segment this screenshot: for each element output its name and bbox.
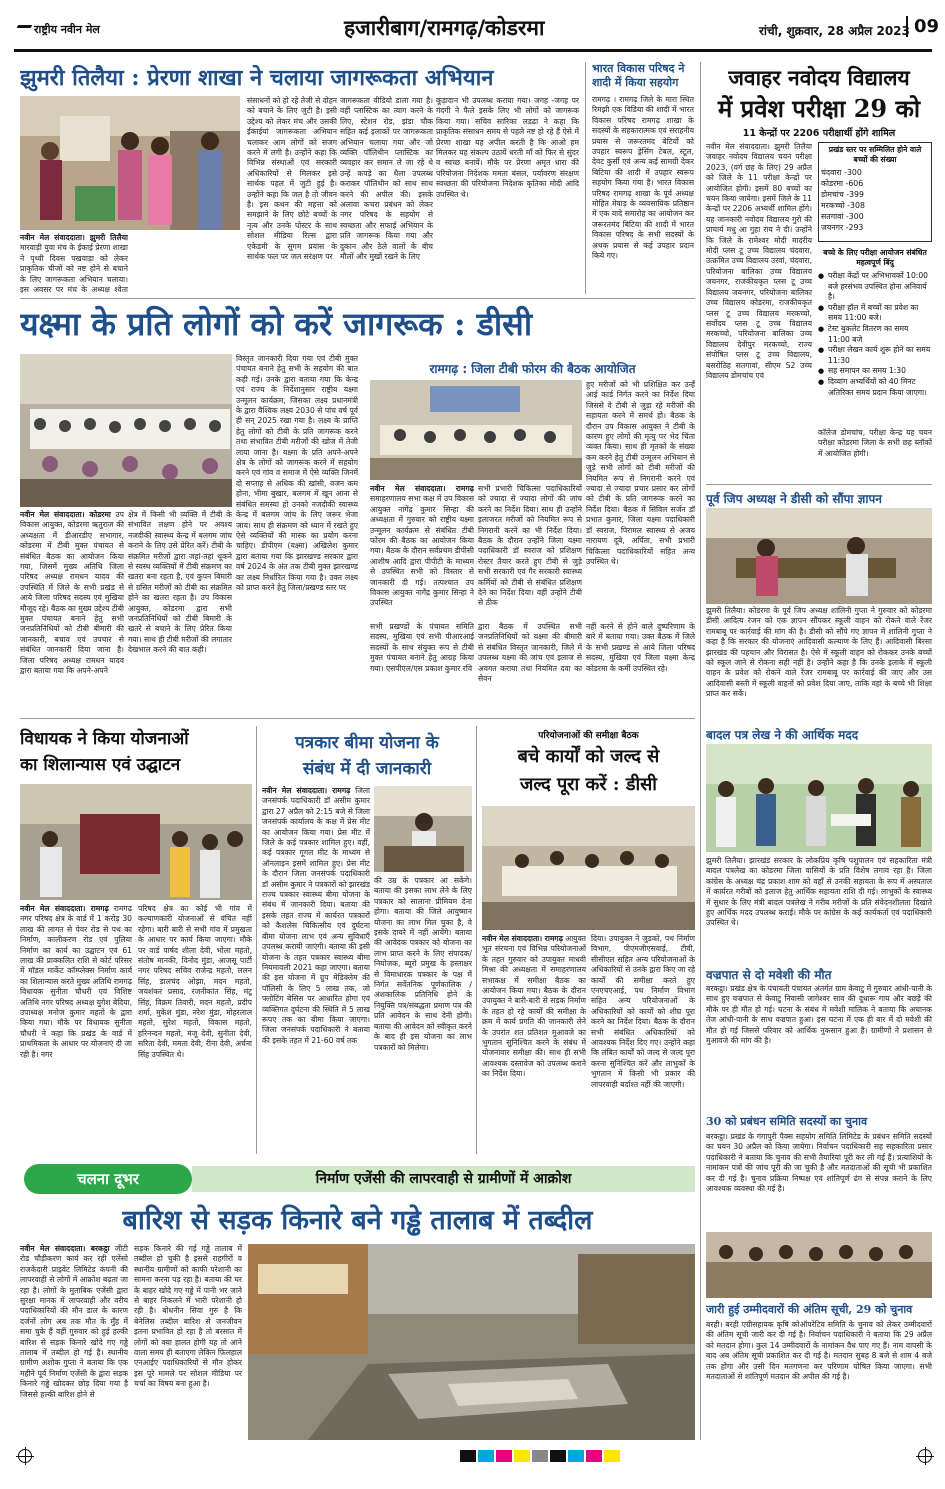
story-text-col: जागरूकता वीडियो डाला गया है। वहीं प्लास्टिक का त्याग करने के लिए, स्टेशन रोड, झंडा चौक सहित कई इलाकों पर जागरूकता अभियान चलाया गया और जो व्यक्ति पॉलिथीन प्लास्टिक का व्यवहार कर समान ले जा रहे थे उन्हें कपड़े का थैला उपलब्ध कराकर पॉलिथीन को साथ साथ करने की अपील की। इसके अलावा कचरा प्रबंधन को लेकर नगर परिषद के सहयोग से स्वच्छता और सफाई अभियान के प्रति जागरूक किया गया और दुकान और ठेले वालों के बीच मौलों और मुखों रखने के लिए [340, 96, 433, 262]
story-text: आयुक्त भूत संरचना एवं विभिन्न परियोजनाओं के तहत गुरुवार को उपायुक्त माधवी मिश्रा की अध्यक्षता में समाहरणालय सभाकक्ष में समीक्षा बैठक का आयोजन किया गया। बैठक के दौरान उपायुक्त ने बारी-बारी से सड़क निर्माण के तहत हो रहे कार्यों की समीक्षा के क्रम में कार्य प्रगति की जानकारी लेने के उपरांत शत प्रतिशत मुआवजे का भुगतान सुनिश्चित करने के संबंध में योजनावार समीक्षा की। साथ ही सभी आवश्यक दस्तावेज को उपलब्ध कराने का निर्देश दिया। [482, 934, 586, 1079]
list-item: ● परीक्षा हॉल में बच्चों का प्रवेश का समय 11:00 बजे। [818, 303, 932, 324]
issue-date: रांची, शुक्रवार, 28 अप्रैल 2023 [759, 24, 910, 38]
story-text-col: दिया। उपायुक्त ने जुडको, पथ निर्माण विभाग, पीएमजीएसवाई, टीवी, सीसीएल सहित अन्य परियोजनाओं के अधिकारियों से उनके द्वारा किए जा रहे कार्यों की समीक्षा करते हुए एनएचएआई, पथ निर्माण विभाग सहित अन्य परियोजनाओं के अधिकारियों को कार्यों को शीघ्र पूरा करने का निर्देश दिया। बैठक के दौरान सभी संबंधित अधिकारियों को आवश्यक निर्देश दिए गए। उन्होंने कहा कि लंबित कार्यों को जल्द से जल्द पूरा करना सुनिश्चित करें और लाभुकों के भुगतान में किसी भी प्रकार की लापरवाही बर्दाश्त नहीं की जाएगी। [591, 934, 695, 1089]
story-text-col: की उम्र के पत्रकार आ सकेंगे। बताया की इसका लाभ लेने के लिए पत्रकार को सालाना प्रीमियम देना होगा। बताया की जिले आयुष्मान योजना का लाभ मिल चुका है, वे इसके दायरे में नहीं आयेंगे। बताया की आवेदक पत्रकार को योजना का लाभ प्राप्त करने के लिए संपादक/नियोजक, ब्यूरो प्रमुख के हस्ताक्षर से विमाधारक पत्रकार के पक्ष में निर्गत सर्वेतनिक पूर्णकालिक /अंशकालिक प्रतिनिधि होने के नियुक्ति पत्र/संबद्धता प्रमाण पत्र की प्रति आवेदन के साथ देनी होगी। बताया की आवेदन को स्वीकृत करने के बाद ही इस योजना का लाभ पत्रकारों को मिलेगा। [374, 876, 472, 1052]
list-item: ● परीक्षा लेखन कार्य शुरू होने का समय 11:30 [818, 345, 932, 366]
press-meet-photo-art [374, 786, 472, 872]
kicker-pill: चलना दूभर [24, 1164, 192, 1194]
story-text-col: क्षेत्र में किसी भी व्यक्ति में टीबी के संभावित लक्षण होने पर अवश्य नजदीकी स्वास्थ्य केन्द्र में बलगम जांच कराने के लिए उसे प्रेरित करें। टीबी के संक्रमित मरीजों द्वारा जहां-तहां थूकने से स्वस्थ व्यक्तियों में टीबी संक्रमण का खतरा बना रहता है, एवं कुपन बिमारी से ग्रसित मरीजों को टीबी का संक्रमित होने का खतरा रहता है। उप विकास आयुक्त, कोडरमा द्वारा सभी जनप्रतिनिधियों को टीबी बिमारी के खतरे से बचाने के लिए प्रेरित किया गया। साथ ही टीबी मरीजों की लगातार देखभाल करने की बात कही। [128, 510, 232, 655]
byline: नवीन मेल संवाददाता। रामगढ़ [482, 934, 563, 943]
inauguration-photo [20, 784, 252, 900]
aid-photo [706, 744, 932, 852]
list-item: ● टेस्ट बुकलेट वितरण का समय 11:00 बजे [818, 324, 932, 345]
registration-mark-icon [918, 1449, 932, 1463]
rules-title: बच्चे के लिए परीक्षा आयोजन संबंधित महत्वपूर्ण बिंदु [823, 248, 927, 267]
story-text-col: रामगढ़ । रामगढ़ जिले के मारा स्थित रिमझी एक विडिया की शादी में भारत विकास परिषद रामगढ़ शाखा के सदस्यों के सहकारात्मक एवं सराहनीय प्रयास से जरूरतमंद बेटियों को उपहार स्वरूप ड्रेसिंग टेबल, स्टूल, देवट कुर्सी एवं अन्य कई सामग्री देकर बिटिया की शादी में उपहार स्वरूप सहयोग किया गया है। भारत विकास परिषद रामगढ़ शाखा के पूर्व अध्यक्ष मोहित मेवाड़ के व्यवसायिक प्रतिष्ठान में एक यादे समारोह का आयोजन कर जरूरतमंद बिटिया की शादी में भारत विकास परिषद के सभी सदस्यों के अथक प्रयास से कई उपहार प्रदान किये गए। [592, 95, 694, 261]
story-text-col: सड़क किनारे की गई गड्ढे तालाब में तब्दील हो चुकी है इससे राहगीरों व स्थानीय ग्रामीणों को काफी परेशानी का सामना करना पड़ रहा है। बताया की घर के बाहर खोदे गए गड्ढे में पानी भर जाने से बाहर निकलने में भारी परेशानी हो रही है। बोधनीन सिवा गुरु है कि बेनेलिस तब्दील बारिश से जनजीवन इतना प्रभावित हो रहा है तो बरसात में लोगों को क्या हालत होगी यह तो आने वाला समय ही बताएगा लेकिन फ़िलहाल एनआईए पदाधिकारियों से मौन होकर इस पूरे मामले पर सोशल मीडिया पर चर्चा का विषय बना हुआ है। [134, 1244, 242, 1389]
registration-mark-icon [18, 1449, 32, 1463]
event-photo-art [20, 96, 240, 230]
story-headline: बादल पत्र लेख ने की आर्थिक मदद [706, 728, 859, 742]
story-headline: झुमरी तिलैया : प्रेरणा शाखा ने चलाया जागरूकता अभियान [20, 65, 494, 91]
story-text-col: द्वारा बैठक में उपस्थित सभी जनप्रतिनिधियों को यक्ष्मा की बीमारी से संबंधित विस्तृत जानकारी, जिले में उपलब्ध यक्ष्मा की जांच एवं इलाज से अवगत कराया तथा नियमित दवा का सेवन [478, 622, 582, 684]
meeting-photo-art [20, 354, 232, 507]
story-text-col: संसाधनों को हो रहे तेजी से दोहन को बचाने के लिए जुटी है। इसी उद्देश्य को लेकर मंच और उसकी ईकाईयां जागरूकता अभियान चलाकर आम लोगों को सजग करने में लगी है। उन्होंने कहा कि विभिन्न संस्थाओं एवं सरकारी अधिकारियों से मिलकर इसे सार्थक पहल में जुटी हुई है। उन्होंने कहा कि जल है तो जीवन है। इस कथन की महत्ता को समझाने के लिए छोटे बच्चों के नृत्य और उनके पोस्टर के साथ सोशल मीडिया रिल्स द्वारा एकेडमी के सुगम प्रयास के सार्थक फल पर जल सरंक्षण पर [247, 96, 337, 262]
list-item: ● परीक्षा केंद्रों पर अभिभावकों 10:00 बजे हरसंभव उपस्थित होना अनिवार्य है। [818, 271, 932, 303]
list-item: जयनगर -293 [821, 223, 864, 232]
story-text: जीटी रोड चौड़ीकरण कार्य कर रही एलेंसो राजकेदारी प्राइवेट लिमिटेड कंपनी की लापरवाही से लोगों में आक्रोश बढ़ता जा रहा है। लोगों के मुताबिक एजेंसी द्वारा सुरक्षा मानक में लापरवाही और वरीय पदाधिकारियों की मौन डाल के कारण दर्जनों लोग अब तक मौत के मुँह में समा चुके हैं वहीं गुरुवार को हुई हल्की बारिश से सड़क किनारे खोदे गए गड्ढे तालाब में तब्दील हो गई है। स्थानीय ग्रामीण अशोक गुप्ता ने बताया कि एक महीने पूर्व निर्माण एजेंसी के द्वारा सड़क किनारे गड्ढे खोदकर छोड़ दिया गया है जिससे हल्की बारिश होने से [20, 1244, 128, 1399]
pothole-photo-art [248, 1244, 695, 1440]
brand-logo [16, 22, 100, 37]
list-item: ● सह समापन का समय 1:30 [818, 366, 932, 377]
list-item: चंदवारा -300 [821, 168, 862, 177]
story-text-col [482, 934, 586, 1152]
story-headline: पूर्व जिप अध्यक्ष ने डीसी को सौंपा ज्ञापन [706, 492, 882, 506]
banner-bar: निर्माण एजेंसी की लापरवाही से ग्रामीणों में आक्रोश [192, 1166, 695, 1192]
story-headline-line2: संबंध में दी जानकारी [302, 759, 432, 779]
story-text: रामगढ़ नगर परिषद क्षेत्र के वार्ड में 1 करोड़ 30 लाख की लागत से पेवर रोड से पथ का निर्माण, कालीकरण रोड एवं पुलिया निर्माण का कार्य का उद्घाटन एवं 61 लाख की प्राक्कलित राशि से कोर्ट परिसर में मॉडल मार्केट कॉम्प्लेक्स निर्माण कार्य का शिलान्यास करते मुख्य अतिथि रामगढ़ विधायक सुनीता चौधरी एवं विशिष्ट अतिथि नगर परिषद अध्यक्ष युगेश बेदिया, उपाध्यक्ष मनोज कुमार महतो के द्वारा किया गया। मौके पर विधायक सुनीता चौधरी ने कहा कि प्रखंड के वार्ड में प्राथमिकता के आधार पर योजनाएं दी जा रही है। नगर [20, 904, 132, 1059]
box-title: प्रखंड स्तर पर सम्मिलित होने वाले बच्चों की संख्या [828, 145, 922, 164]
voters-photo [706, 1232, 932, 1298]
masthead [14, 12, 940, 52]
story-text-col: नवीन मेल संवाददाता। झुमरी तिलैया जवाहर नवोदय विद्यालय चयन परीक्षा 2023, (वर्ग छह के लिए) 29 अप्रैल को जिले के 11 परीक्षा केन्द्रों पर आयोजित होगी। इसमें 80 बच्चों का चयन किया जायेगा। इसमें जिले के 11 केन्द्रों पर 2206 अभ्यर्थी शामिल होंगे। यह जानकारी नवोदय विद्यालय गुरो की प्राचार्य मधु आ गुहा राय ने दी। उन्होंने कि जिले के रामेश्वर मोदी मादरीय मोदी प्लस टू उच्च विद्यालय चंदवारा, उत्क्रमित उच्च विद्यालय उरवां, चंदवारा, परियोजना बालिका उच्च विद्यालय जयनगर, राजकीयकृत प्लस टू उच्च विद्यालय जयनगर, परियोजना बालिका उच्च विद्यालय कोडरमा, राजकीयकृत प्लस टू उच्च विद्यालय मरकच्चो, सर्वोदय प्लस टू उच्च विद्यालय मरकच्चो, परियोजना बालिका उच्च विद्यालय देवीपुर मरकच्चो, राज्य संपोषित प्लस टू उच्च विद्यालय, बसरोठिह सतगावां, सीएम S2 उच्च विद्यालय डोमचांच एवं [706, 142, 812, 380]
story-text-col [20, 510, 124, 714]
story-headline: भारत विकास परिषद ने शादी में किया सहयोग [592, 62, 685, 89]
story-text-col: बरही। बरही एग्रीसहायक कृषि कोऑपरेटिव समिति के चुनाव को लेकर उम्मीदवारों की अंतिम सूची जारी कर दी गई है। निर्वाचन पदाधिकारी ने बताया कि 29 अप्रैल को मतदान होगा। कुल 14 उम्मीदवारों के नामांकन वैध पाए गए हैं। नाम वापसी के बाद अब अंतिम सूची प्रकाशित कर दी गई है। मतदान सुबह 8 बजे से शाम 4 बजे तक होगा और उसी दिन मतगणना कर परिणाम घोषित किया जाएगा। सभी मतदाताओं से शांतिपूर्ण मतदान की अपील की गई है। [706, 1320, 932, 1382]
story-headline: वज्रपात से दो मवेशी की मौत [706, 968, 832, 982]
story-text-col: कॉलेज डोमचांच, परीक्षा केन्द्र यह चयन परीक्षा कोडरमा जिला के सभी छह ब्लॉकों में आयोजित होगी। [818, 428, 932, 458]
story-headline-line2: जल्द पूरा करें : डीसी [520, 774, 657, 795]
forum-photo [370, 380, 582, 480]
story-text-col [20, 1244, 128, 1440]
story-headline: जारी हुई उम्मीदवारों की अंतिम सूची, 29 को चुनाव [706, 1303, 913, 1316]
color-registration-bar [20, 1450, 945, 1462]
review-photo-art [482, 806, 695, 930]
list-item: कोडरमा -606 [821, 179, 864, 188]
story-headline: बारिश से सड़क किनारे बने गड्ढे तालाब में तब्दील [122, 1205, 593, 1236]
brand-name: राष्ट्रीय नवीन मेल [34, 23, 100, 36]
rules-list [818, 271, 932, 398]
pothole-photo [248, 1244, 695, 1440]
story-text-col [262, 786, 370, 1152]
inauguration-photo-art [20, 784, 252, 900]
story-headline: यक्ष्मा के प्रति लोगों को करें जागरूक : डीसी [20, 305, 533, 343]
byline: नवीन मेल संवाददाता। बरकट्ठा [20, 1244, 110, 1253]
story-text-col [20, 233, 128, 295]
story-text-col: झुमरी तिलैया। झारखंड सरकार के लोकप्रिय कृषि पशुपालन एवं सहकारिता मंत्री बादल पत्रलेख का कोडरमा जिला वासियों के प्रति विशेष लगाव रहा है। जिला कांग्रेस के अध्यक्ष चंद्र प्रकाश शाम को वहाँ से उनकी सहायता के रूप में अस्पताल में कार्यरत गरीबों को इलाज हेतु आर्थिक सहायता राशि दी गई। लाभुकों के स्वास्थ्य में सुधार के लिए मंत्री बादल पत्रलेख ने गरीब मरीजों के प्रति संवेदनशीलता दिखाते हुए आर्थिक मदद उपलब्ध कराई। मौके पर कांग्रेस के कई कार्यकर्ता एवं पदाधिकारी उपस्थित थे। [706, 856, 932, 928]
story-kicker: परियोजनाओं की समीक्षा बैठक [538, 731, 639, 741]
story-headline: 30 को प्रबंधन समिति सदस्यों का चुनाव [706, 1115, 868, 1128]
story-headline-line1: विधायक ने किया योजनाओं [20, 729, 189, 749]
story-text-col: कूड़ादान भी उपलब्ध कराया गया। जगह -जगह पर गंदगी ने फैले इसके लिए भी लोगों को जागरूक किया गया। सचिव सारिका लडढा ने कहा कि प्राकृतिक संसाधन समय से पहले नष्ट हो रहे हैं ऐसे में प्रेरणा शाखा यह अपील करती है कि आओ हम मिलकर यह संकल्प उठायें धरती माँ को फिर से सुंदर व स्वच्छ बनायें। मौके पर प्रेरणा अमृत धारा की परियोजना निदेशक ममता बंसल, पर्यावरण संरक्षण स्वच्छता की परियोजना निदेशक कृतिका मोदी आदि उपस्थित थे। [436, 96, 579, 199]
story-subhead: 11 केन्द्रों पर 2206 परीक्षार्थी होंगे शामिल [742, 128, 896, 139]
story-text: उप विकास आयुक्त, कोडरमा ऋतुराज की अध्यक्षता में डीआरडीए सभागार, कोडरमा में टीबी मुक्त पंचायत से संबंधित बैठक का आयोजन किया गया, जिसमें मुख्य अतिथि जिला परिषद अध्यक्ष रामधन यादव की उपस्थिति में जिले के सभी प्रखंड से आये जिला परिषद सदस्य एवं मुखिया मौजूद रहे। बैठक का मुख्य उद्देश्य टीबी मुक्त पंचायत बनाने हेतु सभी जनप्रतिनिधियों को टीबी बीमारी की जानकारी, बचाव एवं उपचार से संबंधित जानकारी दिया जाना है। जिला परिषद अध्यक्ष रामधन यादव द्वारा बताया गया कि अपने-अपने [20, 510, 124, 676]
story-text: समाहरणालय सभा कक्ष में उप विकास आयुक्त नागेंद्र कुमार सिन्हा की अध्यक्षता में गुरुवार को राष्ट्रीय यक्ष्मा उन्मूलन कार्यक्रम से संबंधित टीबी फोरम की बैठक का आयोजन किया गया। बैठक के दौरान सर्वप्रथम डीपीसी आशीष आदि द्वारा पीपीटी के माध्यम से उपस्थित सभी को विस्तार से जानकारी दी गई। तत्पश्चात उप विकास आयुक्त नागेंद्र कुमार सिन्हा ने उपस्थित [370, 494, 474, 608]
story-headline-line1: बचे कार्यों को जल्द से [517, 746, 660, 767]
review-photo [482, 806, 695, 930]
list-item: डोमचांच -399 [821, 190, 864, 199]
story-text-col: हुए मरीजों को भी प्रशिक्षित कर उन्हें आई कार्ड निर्गत करने का निर्देश दिया जिससे वे टीबी से जुड़ा रहे मरीजों की सहायता करने में समर्थ हो। बैठक के दौरान उप विकास आयुक्त ने टीबी के कारण हुए लोगों की मृत्यु पर भेद चिंता व्यक्त किया। साथ ही मृतकों के संख्या कम करने हेतु टीबी उन्मूलन अभियान से जुड़े सभी लोगों को टीबी मरीजों की नियमित रूप से निगरानी करने एवं ज्यादा से ज्यादा प्रचार प्रसार कर लोगों को टीबी के प्रति जागरूक करने का निर्देश दिया। बैठक में सिविल सर्जन डॉ प्रभात कुमार, जिला यक्ष्मा पदाधिकारी डॉ स्वराज, पिरामल स्वास्थ्य से अजय नारायण दूबे, अर्पिता, सभी प्रभारी चिकित्सा पदाधिकारियों सहित अन्य उपस्थित थे। [586, 380, 695, 566]
press-meet-photo [374, 786, 472, 872]
list-item: मरकच्चो -308 [821, 201, 865, 210]
memo-photo [706, 508, 932, 604]
exam-rules-box [818, 248, 932, 424]
forum-photo-art [370, 380, 582, 480]
story-text: जिला जनसंपर्क पदाधिकारी डॉ असीम कुमार द्वारा 27 अप्रैल को 2:15 बजे से जिला जनसंपर्क कार्यालय के कक्ष में प्रेस मीट का आयोजन किया गया। प्रेस मीट में जिले के कई पत्रकार शामिल हुए। वहीं, कई पत्रकार गूगल मीट के माध्यम से ऑनलाइन इसमें शामिल हुए। प्रेस मीट के दौरान जिला जनसंपर्क पदाधिकारी डॉ असीम कुमार ने पत्रकारों को झारखंड राज्य पत्रकार स्वास्थ्य बीमा योजना के संबंध में जानकारी दिया। बताया की इसके तहत राज्य में कार्यरत पत्रकारों को कैशलेस चिकित्सीय एवं दुर्घटना बीमा योजना लाभ एवं अन्य सुविधाएँ उपलब्ध करायी जाएंगी। बताया की इसी योजना के तहत पत्रकार स्वास्थ्य बीमा नियमावली 2021 कहा जाएगा। बताया की इस योजना में ग्रुप मेडिक्लेम की पॉलिसी के लिए 5 लाख तक, जो फ्लोटिंग बेसिस पर आधारित होगा एवं व्यक्तिगत दुर्घटना की स्थिति में 5 लाख रूपए तक का बीमा किया जाएगा। जिला जनसंपर्क पदाधिकारी ने बताया की इसके तहत में 21-60 वर्ष तक [262, 786, 370, 1045]
voters-photo-art [706, 1232, 932, 1298]
story-text-col [135, 233, 235, 295]
byline: नवीन मेल संवाददाता। झुमरी तिलैया [20, 233, 128, 242]
bird-icon [14, 25, 33, 33]
story-subhead: रामगढ़ : जिला टीबी फोरम की बैठक आयोजित [429, 362, 636, 376]
meeting-photo [20, 354, 232, 507]
event-photo [20, 96, 240, 230]
page-number: 09 [906, 16, 939, 37]
story-text-col [20, 904, 132, 1152]
byline: नवीन मेल संवाददाता। रामगढ़ [370, 484, 474, 493]
story-text-col: विस्तृत जानकारी दिया गया एवं टीबी मुक्त पंचायत बनाने हेतु सभी के सहयोग की बात कही गई। उनके द्वारा बताया गया कि केन्द्र एवं राज्य के निर्देशानुसार राष्ट्रीय यक्ष्मा उन्मूलन कार्यक्रम, जिसका लक्ष्य प्रधानमंत्री के द्वारा वैश्विक लक्ष्य 2030 से पांच वर्ष पूर्व ही सन् 2025 रखा गया है। लक्ष्य के प्राप्ति हेतु लोगों को टीबी के प्रति जागरूक करने तथा संभावित टीबी मरीजों की खोज में तेजी लाया जाना है। यक्ष्मा के प्रति अपने-अपने क्षेत्र के लोगों को जागरूक करने में सहयोग करने एवं गांव व समाज में ऐसे व्यक्ति जिनमें दो सप्ताह से अधिक की खांसी, वजन कम होना, भीमा बुखार, बलगम में खून आना से संबंधित समस्या हो उनको नजदीकी स्वास्थ्य केन्द्र में बलगम जांच के लिए जरूर भेजा जाय। साथ ही संक्रमण को ध्यान में रखते हुए ऐसे व्यक्तियों की मास्क का प्रयोग करना चाहिए। डीपीएम (यक्ष्मा) अखिलेश कुमार द्वारा बताया गया कि झारखण्ड सरकार द्वारा वर्ष 2024 के अंत तक टीबी मुक्त झारखण्ड का लक्ष्य निर्धारित किया गया है। उक्त लक्ष्य को प्राप्त करने हेतु जिला/प्रखण्ड स्तर पर [236, 354, 358, 592]
list-item: ● दिव्यांग अभ्यर्थियों को 40 मिनट अतिरिक्त समय प्रदान किया जाएगा। [818, 377, 932, 398]
block-count-box [818, 142, 932, 242]
story-text: मारवाड़ी युवा मंच के ईकाई प्रेरणा शाखा ने पृथ्वी दिवस पखवाड़ा को लेकर प्राकृतिक चीजों को नष्ट होने से बचाने के लिए जागरूकता अभियान चलाया। इस अवसर पर मंच के अध्यक्ष श्वेता [20, 243, 128, 295]
byline: नवीन मेल संवाददाता। रामगढ़ [262, 786, 351, 795]
story-text-col [370, 484, 474, 618]
story-text-col: बरकट्ठा। प्रखंड क्षेत्र के पंचायती पंचायत अंतर्गत ग्राम केवाटु में गुरुवार आंधी-पानी के साथ हुए वज्रपात से केवाटु निवासी जागेश्वर साव की दुधारू गाय और बछड़े की मौके पर ही मौत हो गई। घटना के संबंध में मवेशी मालिक ने बताया कि अचानक तेज आंधी-पानी के साथ वज्रपात हुआ। इस घटना में एक ही बार में दो मवेशी की मौत हो गई जिससे परिवार को आर्थिक नुकसान हुआ है। ग्रामीणों ने प्रशासन से मुआवजे की मांग की है। [706, 984, 932, 1046]
block-count-list [821, 167, 929, 233]
story-headline-line2: का शिलान्यास एवं उद्घाटन [20, 755, 181, 775]
list-item: सतगावां -300 [821, 212, 864, 221]
aid-photo-art [706, 744, 932, 852]
story-headline-line2: में प्रवेश परीक्षा 29 को [717, 94, 921, 123]
story-text-col: सभी प्रभारी चिकित्सा पदाधिकारियों को ज्यादा से ज्यादा लोगों की जांच करने का निर्देश दिया। साथ ही उन्होंने इलाजरत मरीजों को नियमित रूप से निगरानी करने का भी निर्देश दिया। बैठक के दौरान उन्होंने जिला यक्ष्मा पदाधिकारी डॉ स्वराज को प्रशिक्षण रोस्टर तैयार करते हुए टीबी से जुड़े सभी सरकारी एवं गैर सरकारी स्वास्थ्य कर्मियों को टीबी से संबंधित प्रशिक्षण देने का निर्देश दिया। वहीं उन्होंने टीबी से ठीक [478, 484, 582, 608]
story-headline-line1: जवाहर नवोदय विद्यालय [728, 65, 910, 90]
story-text-col: सभी प्रखण्डों के पंचायत समिति सदस्य, मुखिया एवं सभी पीआरआई सदस्यों के साथ संयुक्त रूप से टीबी मुक्त पंचायत बनाने हेतु आग्रह किया गया। एसपीएल/एस प्रकाश कुमार रवि [370, 622, 474, 673]
story-headline-line1: पत्रकार बीमा योजना के [295, 733, 439, 753]
memo-photo-art [706, 508, 932, 604]
byline: नवीन मेल संवाददाता। रामगढ़ [20, 904, 109, 913]
story-text-col: नहीं करने से होने वाले दुष्परिणाम के बारे में बताया गया। उक्त बैठक में जिले के सभी प्रखण्ड से आये जिला परिषद सदस्य, मुखिया एवं जिला यक्ष्मा केन्द्र कोडरमा के कर्मी उपस्थित रहे। [586, 622, 695, 673]
story-text-col: बरकट्ठा। प्रखंड के गंगापुरी पैक्स सहयोग समिति लिमिटेड के प्रबंधन समिति सदस्यों का चयन 30 अप्रैल को किया जायेगा। निर्वाचन पदाधिकारी सह सहकारिता प्रसार पदाधिकारी ने बताया कि चुनाव की सभी तैयारियां पूरी कर ली गई हैं। प्रत्याशियों के नामांकन पत्रों की जांच पूरी की जा चुकी है और मतदाताओं की सूची भी प्रकाशित कर दी गई है। चुनाव प्रक्रिया निष्पक्ष एवं शांतिपूर्ण ढंग से संपन्न कराने के लिए आवश्यक व्यवस्था की गई है। [706, 1132, 932, 1194]
story-text-col: झुमरी तिलैया। कोडरमा के पूर्व जिप अध्यक्ष शालिनी गुप्ता ने गुरुवार को कोडरमा डीसी आदित्य रंजन को एक ज्ञापन सौंपकर स्कूली वाहन को रोकने वाले रेंजर रामबाबू पर कार्रवाई की मांग की है। डीसी को सौंपे गए ज्ञापन में शालिनी गुप्ता ने कहा है कि सरकार की योजनाएं आदिवासी कल्याण के लिए हैं। आदिवासी बिरसा झारखंड की पहचान और विरासत है। ऐसे में स्कूली वाहन को रोककर उनके बच्चों को स्कूल जाने से रोकना सही नहीं है। उन्होंने कहा है कि उनके इलाके में स्कूली वाहन के प्रवेश को रोकने वाले रेंजर रामबाबू पर कार्रवाई की जाए और उस आदिवासी बस्ती में स्कूली वाहनों को प्रवेश दिया जाए, ताकि वहां के बच्चे भी शिक्षा प्राप्त कर सकें। [706, 606, 932, 699]
byline: नवीन मेल संवाददाता। कोडरमा [20, 510, 111, 519]
story-text-col: परिषद क्षेत्र का कोई भी गांव में कल्याणकारी योजनाओं से वंचित नहीं रहेगा। बारी बारी से सभी गांव में प्रमुखता के आधार पर कार्य किया जाएगा। मौके पर वार्ड पार्षद शीला देवी, भोला महतो, संतोष मानकी, विनोद मुंडा, आजसू पार्टी नगर परिषद सचिव राजेन्द्र महतो, ललन सिंह, डालचंद ओझा, मदन महतो, जयशंकर प्रसाद, रजनीकांत सिंह, मंटू सिंह, विक्रम तिवारी, मदन महतो, प्रदीप शर्मा, मुकेश मुंडा, नरेश मुंडा, मोहरलाल महतो, सुरेश महतो, विकास महतो, हरिनन्दन महतो, मंजू देवी, सुनीता देवी, सरिता देवी, ममता देवी, रीना देवी, अर्चना सिंह उपस्थित थे। [138, 904, 252, 1059]
section-title: हजारीबाग/रामगढ़/कोडरमा [344, 15, 545, 40]
